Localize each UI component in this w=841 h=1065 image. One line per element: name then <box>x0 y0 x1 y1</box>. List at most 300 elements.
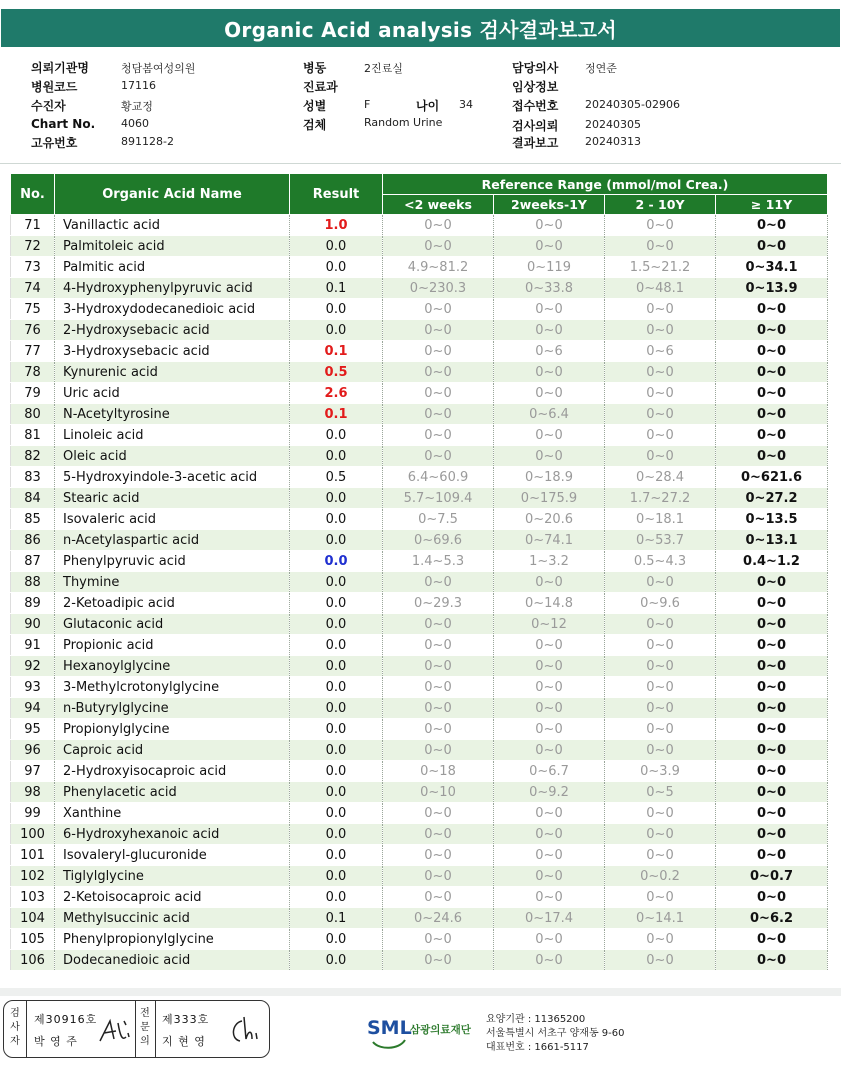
request-label: 검사의뢰 <box>512 119 559 133</box>
row-no: 80 <box>11 404 55 425</box>
row-ref-under-2-weeks: 0~0 <box>383 866 494 887</box>
row-ref-2weeks-1y: 0~6 <box>494 341 605 362</box>
row-no: 93 <box>11 677 55 698</box>
row-no: 98 <box>11 782 55 803</box>
row-ref-2weeks-1y: 0~9.2 <box>494 782 605 803</box>
row-ref-under-2-weeks: 0~0 <box>383 803 494 824</box>
row-name: Phenylpropionylglycine <box>55 929 290 950</box>
row-ref-2weeks-1y: 0~0 <box>494 299 605 320</box>
row-result: 0.0 <box>290 530 383 551</box>
row-name: 2-Hydroxysebacic acid <box>55 320 290 341</box>
row-result: 0.0 <box>290 572 383 593</box>
row-ref-under-2-weeks: 0~0 <box>383 698 494 719</box>
row-result: 0.0 <box>290 887 383 908</box>
row-name: Palmitic acid <box>55 257 290 278</box>
row-name: 2-Ketoadipic acid <box>55 593 290 614</box>
row-ref-2-10y: 0~0 <box>605 320 716 341</box>
row-ref-2weeks-1y: 0~0 <box>494 887 605 908</box>
row-ref-11y-plus: 0~0 <box>716 341 828 362</box>
row-name: Propionic acid <box>55 635 290 656</box>
row-no: 87 <box>11 551 55 572</box>
row-no: 81 <box>11 425 55 446</box>
row-ref-2-10y: 0~0 <box>605 635 716 656</box>
table-row <box>11 677 828 698</box>
row-result: 0.5 <box>290 467 383 488</box>
table-row <box>11 215 828 236</box>
row-name: Phenylacetic acid <box>55 782 290 803</box>
row-ref-11y-plus: 0~0 <box>716 299 828 320</box>
col-header-2-10y: 2 - 10Y <box>605 195 716 215</box>
row-no: 91 <box>11 635 55 656</box>
row-result: 0.1 <box>290 908 383 929</box>
row-ref-2weeks-1y: 0~0 <box>494 383 605 404</box>
row-ref-2-10y: 0~18.1 <box>605 509 716 530</box>
row-name: Caproic acid <box>55 740 290 761</box>
row-name: Linoleic acid <box>55 425 290 446</box>
table-row <box>11 236 828 257</box>
hospital-label: 의뢰기관명 <box>31 61 89 75</box>
row-ref-under-2-weeks: 0~0 <box>383 425 494 446</box>
row-name: n-Butyrylglycine <box>55 698 290 719</box>
table-row <box>11 740 828 761</box>
lab-name: 삼광의료재단 <box>410 1024 471 1036</box>
lab-phone: 대표번호 : 1661-5117 <box>486 1042 589 1053</box>
row-no: 76 <box>11 320 55 341</box>
row-result: 0.0 <box>290 719 383 740</box>
row-name: Isovaleric acid <box>55 509 290 530</box>
row-ref-2-10y: 0~0 <box>605 236 716 257</box>
row-result: 0.0 <box>290 425 383 446</box>
row-ref-2weeks-1y: 0~12 <box>494 614 605 635</box>
row-ref-2weeks-1y: 0~0 <box>494 425 605 446</box>
row-no: 82 <box>11 446 55 467</box>
hospcode-label: 병원코드 <box>31 80 78 94</box>
row-ref-2-10y: 0~0 <box>605 614 716 635</box>
row-ref-under-2-weeks: 0~0 <box>383 236 494 257</box>
lab-code: 요양기관 : 11365200 <box>486 1014 586 1025</box>
expert-license-no: 제333호 <box>162 1013 210 1026</box>
col-header-result: Result <box>290 174 383 215</box>
row-ref-2weeks-1y: 0~14.8 <box>494 593 605 614</box>
row-ref-11y-plus: 0~13.9 <box>716 278 828 299</box>
row-ref-2weeks-1y: 0~33.8 <box>494 278 605 299</box>
row-result: 0.0 <box>290 446 383 467</box>
row-ref-under-2-weeks: 0~0 <box>383 341 494 362</box>
row-no: 84 <box>11 488 55 509</box>
row-result: 0.0 <box>290 236 383 257</box>
sex-label: 성별 <box>303 99 327 113</box>
row-name: 5-Hydroxyindole-3-acetic acid <box>55 467 290 488</box>
row-ref-2weeks-1y: 0~0 <box>494 236 605 257</box>
row-ref-11y-plus: 0~0 <box>716 593 828 614</box>
report-date-label: 결과보고 <box>512 136 559 150</box>
row-ref-2-10y: 0~0 <box>605 446 716 467</box>
row-ref-under-2-weeks: 0~0 <box>383 635 494 656</box>
sex-value: F <box>364 98 371 111</box>
uid-label: 고유번호 <box>31 136 78 150</box>
row-result: 0.0 <box>290 509 383 530</box>
row-no: 86 <box>11 530 55 551</box>
row-ref-under-2-weeks: 0~7.5 <box>383 509 494 530</box>
table-row <box>11 467 828 488</box>
row-ref-2weeks-1y: 0~0 <box>494 635 605 656</box>
row-ref-under-2-weeks: 0~0 <box>383 614 494 635</box>
row-no: 103 <box>11 887 55 908</box>
table-row <box>11 299 828 320</box>
row-ref-11y-plus: 0~0 <box>716 446 828 467</box>
chart-label: Chart No. <box>31 117 96 131</box>
row-result: 0.1 <box>290 341 383 362</box>
table-row <box>11 593 828 614</box>
row-name: Kynurenic acid <box>55 362 290 383</box>
table-row <box>11 509 828 530</box>
row-ref-2weeks-1y: 0~74.1 <box>494 530 605 551</box>
row-ref-2-10y: 0~28.4 <box>605 467 716 488</box>
row-ref-11y-plus: 0~0 <box>716 656 828 677</box>
row-result: 0.0 <box>290 929 383 950</box>
uid-value: 891128-2 <box>121 135 174 148</box>
row-no: 104 <box>11 908 55 929</box>
row-ref-2-10y: 0~0 <box>605 950 716 971</box>
footer-divider <box>0 988 841 996</box>
table-row <box>11 698 828 719</box>
row-ref-under-2-weeks: 0~24.6 <box>383 908 494 929</box>
row-name: Hexanoylglycine <box>55 656 290 677</box>
table-row <box>11 635 828 656</box>
col-header-reference: Reference Range (mmol/mol Crea.) <box>383 174 828 195</box>
row-ref-2-10y: 1.7~27.2 <box>605 488 716 509</box>
dept-label: 진료과 <box>303 80 338 94</box>
table-row <box>11 614 828 635</box>
table-row <box>11 425 828 446</box>
row-ref-2-10y: 0~14.1 <box>605 908 716 929</box>
table-row <box>11 362 828 383</box>
specimen-value: Random Urine <box>364 116 443 129</box>
row-ref-2-10y: 0~0 <box>605 740 716 761</box>
table-row <box>11 341 828 362</box>
row-result: 0.0 <box>290 740 383 761</box>
row-ref-2weeks-1y: 0~0 <box>494 929 605 950</box>
row-ref-2weeks-1y: 0~175.9 <box>494 488 605 509</box>
row-result: 1.0 <box>290 215 383 236</box>
row-ref-2-10y: 0~53.7 <box>605 530 716 551</box>
row-no: 97 <box>11 761 55 782</box>
row-ref-2-10y: 0~9.6 <box>605 593 716 614</box>
row-ref-under-2-weeks: 0~0 <box>383 215 494 236</box>
row-name: 3-Hydroxysebacic acid <box>55 341 290 362</box>
row-ref-2-10y: 0~0.2 <box>605 866 716 887</box>
row-result: 0.0 <box>290 656 383 677</box>
row-result: 0.0 <box>290 614 383 635</box>
row-ref-11y-plus: 0~0 <box>716 320 828 341</box>
row-no: 105 <box>11 929 55 950</box>
row-ref-2weeks-1y: 0~18.9 <box>494 467 605 488</box>
row-name: Dodecanedioic acid <box>55 950 290 971</box>
row-ref-11y-plus: 0~27.2 <box>716 488 828 509</box>
table-row <box>11 530 828 551</box>
row-ref-2weeks-1y: 0~0 <box>494 740 605 761</box>
report-date-value: 20240313 <box>585 135 641 148</box>
row-name: Xanthine <box>55 803 290 824</box>
row-ref-under-2-weeks: 0~0 <box>383 719 494 740</box>
row-ref-2weeks-1y: 0~0 <box>494 320 605 341</box>
row-ref-11y-plus: 0~0 <box>716 383 828 404</box>
row-ref-2weeks-1y: 0~0 <box>494 845 605 866</box>
row-result: 0.0 <box>290 803 383 824</box>
row-no: 71 <box>11 215 55 236</box>
row-ref-2weeks-1y: 0~0 <box>494 362 605 383</box>
row-name: Isovaleryl-glucuronide <box>55 845 290 866</box>
row-ref-2-10y: 0~0 <box>605 677 716 698</box>
row-ref-under-2-weeks: 0~0 <box>383 929 494 950</box>
row-no: 72 <box>11 236 55 257</box>
age-label: 나이 <box>416 99 440 113</box>
row-ref-2-10y: 0~0 <box>605 383 716 404</box>
signature-box <box>3 1000 270 1058</box>
row-ref-11y-plus: 0~0 <box>716 425 828 446</box>
row-ref-under-2-weeks: 0~0 <box>383 383 494 404</box>
row-ref-11y-plus: 0~0 <box>716 929 828 950</box>
row-ref-2-10y: 0~3.9 <box>605 761 716 782</box>
row-ref-2weeks-1y: 0~17.4 <box>494 908 605 929</box>
row-ref-11y-plus: 0~0 <box>716 824 828 845</box>
row-name: 6-Hydroxyhexanoic acid <box>55 824 290 845</box>
row-ref-2-10y: 0~0 <box>605 656 716 677</box>
row-ref-2weeks-1y: 0~0 <box>494 572 605 593</box>
results-table <box>10 173 828 971</box>
svg-text:SML: SML <box>367 1017 412 1039</box>
row-name: Stearic acid <box>55 488 290 509</box>
row-ref-11y-plus: 0~0 <box>716 845 828 866</box>
row-no: 77 <box>11 341 55 362</box>
row-ref-11y-plus: 0~0.7 <box>716 866 828 887</box>
table-row <box>11 446 828 467</box>
report-title: Organic Acid analysis 검사결과보고서 <box>1 9 840 47</box>
row-ref-2weeks-1y: 0~0 <box>494 824 605 845</box>
row-name: Oleic acid <box>55 446 290 467</box>
row-name: n-Acetylaspartic acid <box>55 530 290 551</box>
row-ref-under-2-weeks: 0~0 <box>383 845 494 866</box>
row-ref-11y-plus: 0.4~1.2 <box>716 551 828 572</box>
row-no: 83 <box>11 467 55 488</box>
row-ref-2-10y: 0~0 <box>605 824 716 845</box>
row-result: 0.0 <box>290 950 383 971</box>
col-header-under-2-weeks: <2 weeks <box>383 195 494 215</box>
tester-license-no: 제30916호 <box>34 1013 98 1026</box>
row-ref-under-2-weeks: 0~0 <box>383 320 494 341</box>
row-result: 0.0 <box>290 782 383 803</box>
col-header-2weeks-1y: 2weeks-1Y <box>494 195 605 215</box>
col-header-11y-plus: ≥ 11Y <box>716 195 828 215</box>
row-no: 85 <box>11 509 55 530</box>
row-ref-11y-plus: 0~0 <box>716 404 828 425</box>
row-no: 78 <box>11 362 55 383</box>
row-ref-under-2-weeks: 0~0 <box>383 572 494 593</box>
row-name: Propionylglycine <box>55 719 290 740</box>
table-row <box>11 866 828 887</box>
row-ref-11y-plus: 0~0 <box>716 719 828 740</box>
row-no: 92 <box>11 656 55 677</box>
row-ref-11y-plus: 0~0 <box>716 362 828 383</box>
row-ref-2-10y: 0~0 <box>605 362 716 383</box>
hospcode-value: 17116 <box>121 79 156 92</box>
lab-address: 서울특별시 서초구 양재동 9-60 <box>486 1028 625 1039</box>
header-divider <box>0 163 841 164</box>
row-ref-2weeks-1y: 0~0 <box>494 866 605 887</box>
row-ref-under-2-weeks: 0~0 <box>383 740 494 761</box>
row-name: 3-Hydroxydodecanedioic acid <box>55 299 290 320</box>
row-name: Tiglylglycine <box>55 866 290 887</box>
table-row <box>11 488 828 509</box>
row-ref-11y-plus: 0~0 <box>716 887 828 908</box>
row-result: 0.0 <box>290 551 383 572</box>
row-no: 101 <box>11 845 55 866</box>
ward-value: 2진료실 <box>364 62 403 75</box>
doctor-label: 담당의사 <box>512 61 559 75</box>
table-row <box>11 887 828 908</box>
row-no: 106 <box>11 950 55 971</box>
reception-value: 20240305-02906 <box>585 98 680 111</box>
col-header-no: No. <box>11 174 55 215</box>
row-ref-under-2-weeks: 0~0 <box>383 404 494 425</box>
row-ref-11y-plus: 0~0 <box>716 950 828 971</box>
row-name: Thymine <box>55 572 290 593</box>
patient-value: 황교정 <box>121 100 153 113</box>
request-value: 20240305 <box>585 118 641 131</box>
row-ref-under-2-weeks: 0~0 <box>383 656 494 677</box>
row-ref-2-10y: 0~0 <box>605 572 716 593</box>
row-ref-2-10y: 0~0 <box>605 425 716 446</box>
row-result: 0.0 <box>290 761 383 782</box>
tester-label: 검 사 자 <box>10 1008 20 1047</box>
table-row <box>11 929 828 950</box>
table-row <box>11 572 828 593</box>
doctor-value: 정연준 <box>585 62 617 75</box>
expert-name: 지 현 영 <box>162 1035 206 1048</box>
row-ref-2-10y: 0~0 <box>605 887 716 908</box>
row-ref-under-2-weeks: 0~18 <box>383 761 494 782</box>
row-ref-11y-plus: 0~34.1 <box>716 257 828 278</box>
table-row <box>11 845 828 866</box>
row-name: 4-Hydroxyphenylpyruvic acid <box>55 278 290 299</box>
table-row <box>11 803 828 824</box>
row-ref-2-10y: 0~0 <box>605 299 716 320</box>
row-ref-2-10y: 0~48.1 <box>605 278 716 299</box>
row-name: Vanillactic acid <box>55 215 290 236</box>
row-ref-11y-plus: 0~0 <box>716 614 828 635</box>
row-no: 88 <box>11 572 55 593</box>
row-ref-11y-plus: 0~13.1 <box>716 530 828 551</box>
expert-signature <box>226 1013 262 1047</box>
patient-label: 수진자 <box>31 99 66 113</box>
table-row <box>11 551 828 572</box>
row-name: Methylsuccinic acid <box>55 908 290 929</box>
row-ref-under-2-weeks: 0~69.6 <box>383 530 494 551</box>
row-ref-under-2-weeks: 1.4~5.3 <box>383 551 494 572</box>
expert-label: 전 문 의 <box>140 1008 150 1047</box>
row-ref-11y-plus: 0~621.6 <box>716 467 828 488</box>
row-no: 73 <box>11 257 55 278</box>
row-ref-2weeks-1y: 0~0 <box>494 677 605 698</box>
row-result: 2.6 <box>290 383 383 404</box>
row-name: 3-Methylcrotonylglycine <box>55 677 290 698</box>
row-ref-2weeks-1y: 0~20.6 <box>494 509 605 530</box>
row-ref-11y-plus: 0~0 <box>716 215 828 236</box>
row-name: Glutaconic acid <box>55 614 290 635</box>
row-ref-2weeks-1y: 0~0 <box>494 719 605 740</box>
row-ref-under-2-weeks: 0~0 <box>383 887 494 908</box>
row-ref-2weeks-1y: 0~0 <box>494 656 605 677</box>
row-ref-under-2-weeks: 0~0 <box>383 824 494 845</box>
row-ref-under-2-weeks: 4.9~81.2 <box>383 257 494 278</box>
reception-label: 접수번호 <box>512 99 559 113</box>
table-row <box>11 320 828 341</box>
row-result: 0.0 <box>290 320 383 341</box>
row-name: 2-Hydroxyisocaproic acid <box>55 761 290 782</box>
row-no: 74 <box>11 278 55 299</box>
table-row <box>11 950 828 971</box>
row-ref-under-2-weeks: 5.7~109.4 <box>383 488 494 509</box>
row-ref-11y-plus: 0~0 <box>716 740 828 761</box>
tester-signature <box>96 1015 132 1047</box>
col-header-name: Organic Acid Name <box>55 174 290 215</box>
chart-value: 4060 <box>121 117 149 130</box>
row-ref-2-10y: 0~0 <box>605 845 716 866</box>
row-ref-under-2-weeks: 0~0 <box>383 362 494 383</box>
row-result: 0.0 <box>290 257 383 278</box>
row-ref-2-10y: 0~0 <box>605 719 716 740</box>
row-ref-2weeks-1y: 1~3.2 <box>494 551 605 572</box>
table-row <box>11 719 828 740</box>
row-ref-2-10y: 0~0 <box>605 215 716 236</box>
table-row <box>11 257 828 278</box>
row-result: 0.0 <box>290 635 383 656</box>
row-ref-11y-plus: 0~0 <box>716 782 828 803</box>
row-ref-under-2-weeks: 0~230.3 <box>383 278 494 299</box>
row-ref-11y-plus: 0~0 <box>716 677 828 698</box>
row-ref-11y-plus: 0~0 <box>716 635 828 656</box>
row-ref-under-2-weeks: 0~0 <box>383 677 494 698</box>
row-ref-2-10y: 0.5~4.3 <box>605 551 716 572</box>
row-result: 0.0 <box>290 299 383 320</box>
row-ref-under-2-weeks: 0~10 <box>383 782 494 803</box>
row-result: 0.0 <box>290 824 383 845</box>
table-row <box>11 278 828 299</box>
row-ref-11y-plus: 0~0 <box>716 803 828 824</box>
row-ref-under-2-weeks: 0~29.3 <box>383 593 494 614</box>
ward-label: 병동 <box>303 61 327 75</box>
row-ref-2-10y: 0~0 <box>605 698 716 719</box>
row-ref-2weeks-1y: 0~0 <box>494 803 605 824</box>
row-ref-2-10y: 0~6 <box>605 341 716 362</box>
row-ref-2weeks-1y: 0~0 <box>494 446 605 467</box>
row-result: 0.0 <box>290 698 383 719</box>
row-name: 2-Ketoisocaproic acid <box>55 887 290 908</box>
row-ref-under-2-weeks: 6.4~60.9 <box>383 467 494 488</box>
row-no: 79 <box>11 383 55 404</box>
row-ref-under-2-weeks: 0~0 <box>383 446 494 467</box>
row-ref-2-10y: 0~0 <box>605 404 716 425</box>
row-ref-2weeks-1y: 0~6.4 <box>494 404 605 425</box>
row-ref-under-2-weeks: 0~0 <box>383 299 494 320</box>
table-row <box>11 656 828 677</box>
row-ref-2weeks-1y: 0~119 <box>494 257 605 278</box>
table-row <box>11 404 828 425</box>
row-name: N-Acetyltyrosine <box>55 404 290 425</box>
row-name: Phenylpyruvic acid <box>55 551 290 572</box>
hospital-value: 청담봄여성의원 <box>121 62 196 75</box>
row-no: 100 <box>11 824 55 845</box>
